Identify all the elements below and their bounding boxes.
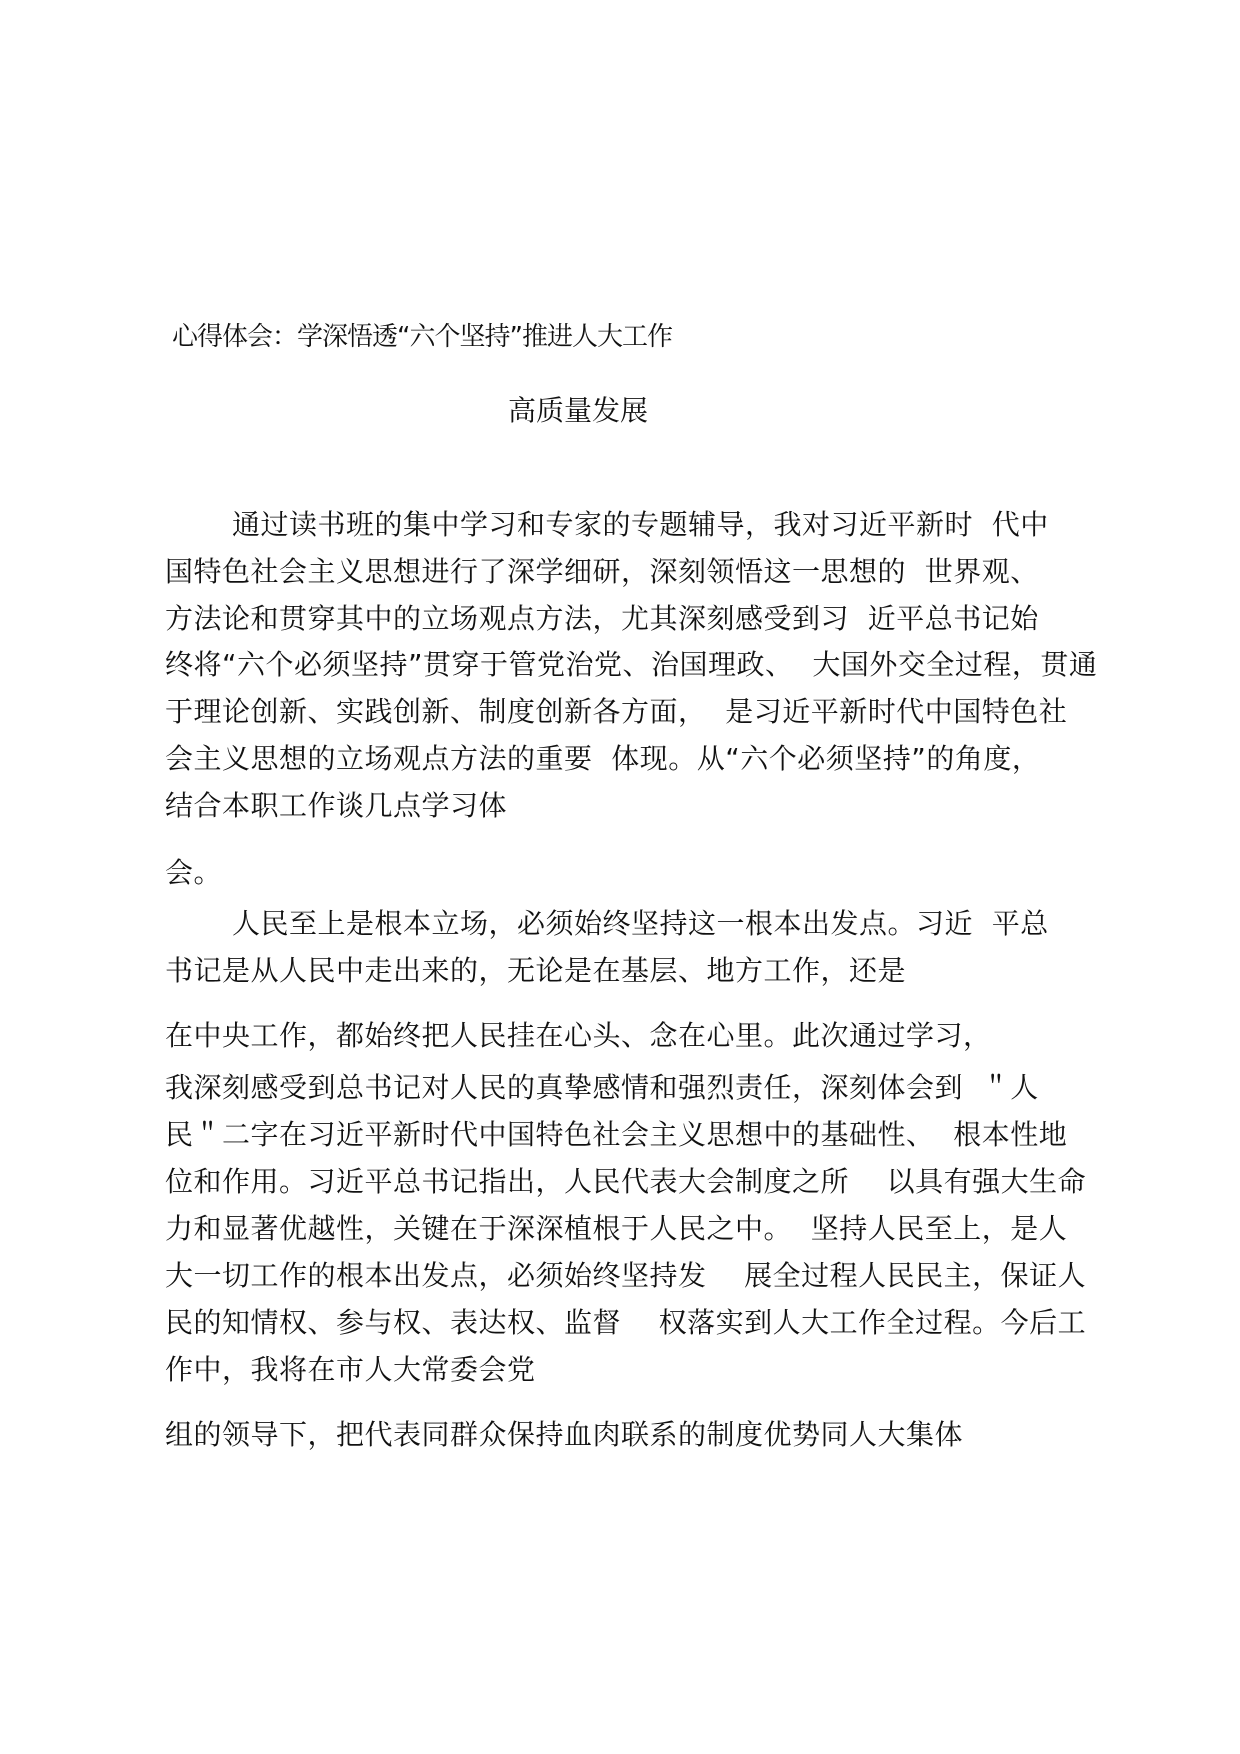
body-text-line: 民的知情权、参与权、表达权、监督 权落实到人大工作全过程。今后工 bbox=[165, 1306, 1087, 1339]
body-text-line: 通过读书班的集中学习和专家的专题辅导，我对习近平新时 代中 bbox=[232, 508, 1049, 541]
body-text-line: 作中，我将在市人大常委会党 bbox=[165, 1353, 536, 1386]
body-text-line: 在中央工作，都始终把人民挂在心头、念在心里。此次通过学习， bbox=[165, 1019, 992, 1052]
body-text-line: 方法论和贯穿其中的立场观点方法，尤其深刻感受到习 近平总书记始 bbox=[165, 602, 1039, 635]
body-text-line: 组的领导下，把代表同群众保持血肉联系的制度优势同人大集体 bbox=[165, 1418, 964, 1451]
document-title-line-1: 心得体会：学深悟透“六个坚持”推进人大工作 bbox=[172, 322, 672, 352]
body-text-line: 结合本职工作谈几点学习体 bbox=[165, 789, 508, 822]
body-text-line: 书记是从人民中走出来的，无论是在基层、地方工作，还是 bbox=[165, 954, 907, 987]
document-title-line-2: 高质量发展 bbox=[508, 394, 649, 427]
body-text-line: 终将“六个必须坚持”贯穿于管党治党、治国理政、 大国外交全过程，贯通 bbox=[165, 648, 1098, 681]
body-text-line: 会主义思想的立场观点方法的重要 体现。从“六个必须坚持”的角度， bbox=[165, 742, 1041, 775]
body-text-line: 我深刻感受到总书记对人民的真挚感情和强烈责任，深刻体会到 ＂人 bbox=[165, 1071, 1039, 1104]
body-text-line: 于理论创新、实践创新、制度创新各方面， 是习近平新时代中国特色社 bbox=[165, 695, 1068, 728]
body-text-line: 人民至上是根本立场，必须始终坚持这一根本出发点。习近 平总 bbox=[232, 907, 1049, 940]
body-text-line: 位和作用。习近平总书记指出，人民代表大会制度之所 以具有强大生命 bbox=[165, 1165, 1087, 1198]
body-text-line: 民＂二字在习近平新时代中国特色社会主义思想中的基础性、 根本性地 bbox=[165, 1118, 1068, 1151]
body-text-line: 大一切工作的根本出发点，必须始终坚持发 展全过程人民民主，保证人 bbox=[165, 1259, 1087, 1292]
body-text-line: 国特色社会主义思想进行了深学细研，深刻领悟这一思想的 世界观、 bbox=[165, 555, 1039, 588]
body-text-line: 力和显著优越性，关键在于深深植根于人民之中。 坚持人民至上，是人 bbox=[165, 1212, 1068, 1245]
body-text-line: 会。 bbox=[165, 856, 223, 889]
